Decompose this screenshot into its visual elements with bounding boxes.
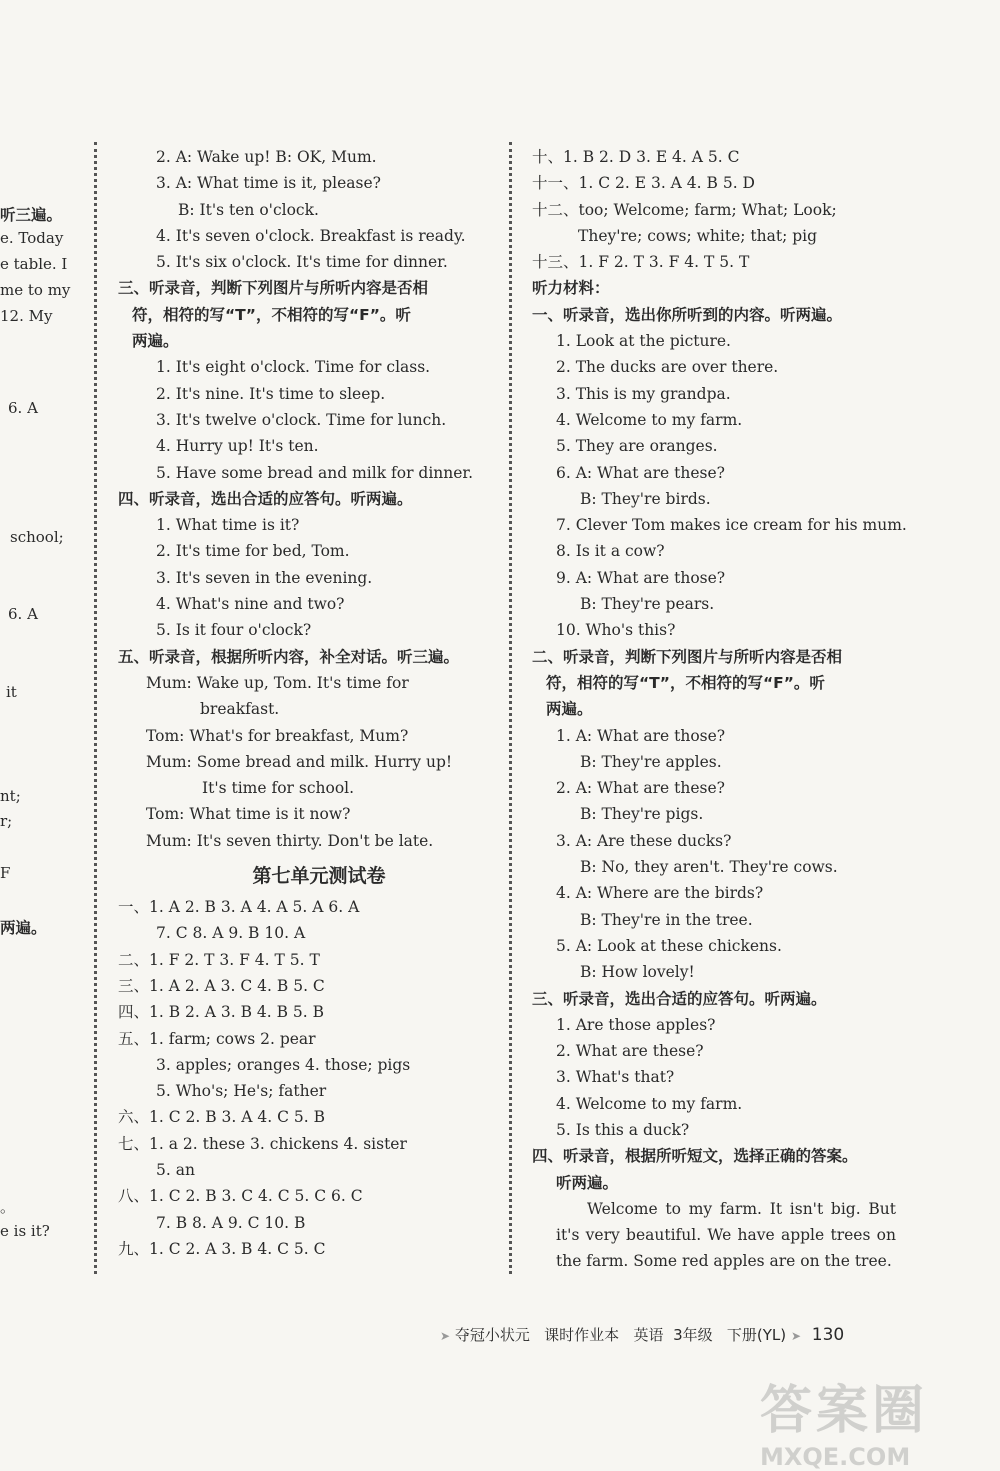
grade: 3年级 [673,1326,713,1344]
list-item: B: They're pears. [580,595,715,614]
answer-line: 七、1. a 2. these 3. chickens 4. sister [118,1134,407,1153]
brand-name: 夺冠小状元 [454,1326,530,1344]
middle-column [118,144,500,1262]
section-heading: 一、听录音，选出你所听到的内容。听两遍。 [532,305,843,324]
dialogue-line: 4. It's seven o'clock. Breakfast is ready. [156,226,466,245]
list-item: B: They're in the tree. [580,910,753,929]
list-item: B: No, they aren't. They're cows. [580,858,838,877]
list-item: 4. A: Where are the birds? [556,884,764,903]
answer-line: 九、1. C 2. A 3. B 4. C 5. C [118,1239,326,1258]
left-fragment: e table. I [0,255,68,273]
list-item: 1. A: What are those? [556,726,726,745]
column-divider [94,142,97,1274]
list-item: 3. It's seven in the evening. [156,568,373,587]
column-divider [509,142,512,1274]
list-item: 1. Look at the picture. [556,332,731,351]
list-item: 9. A: What are those? [556,568,726,587]
left-fragment: it [6,683,17,701]
list-item: 5. They are oranges. [556,437,718,456]
answer-line: 三、1. A 2. A 3. C 4. B 5. C [118,976,325,995]
book-title: 课时作业本 [544,1326,620,1344]
list-item: 3. It's twelve o'clock. Time for lunch. [156,410,447,429]
dialogue-line: 2. A: Wake up! B: OK, Mum. [156,148,377,166]
dialogue-line: Mum: Some bread and milk. Hurry up! [146,752,453,771]
watermark-logo-text: 答案圈 [760,1381,929,1441]
section-heading: 符，相符的写“T”，不相符的写“F”。听 [132,305,411,324]
chevron-right-icon: ➤ [440,1329,451,1343]
answer-line: 7. B 8. A 9. C 10. B [156,1213,306,1232]
list-item: 5. Have some bread and milk for dinner. [156,463,474,482]
section-heading: 听两遍。 [556,1173,619,1192]
left-fragment: 6. A [8,605,38,623]
left-fragment: nt; [0,787,21,805]
passage: Welcome to my farm. It isn't big. But it's very beautiful. We have apple trees on the farm. Some red apples are on the tree. [556,1199,896,1271]
list-item: B: They're birds. [580,489,711,508]
list-item: 3. This is my grandpa. [556,384,731,403]
list-item: B: They're apples. [580,752,722,771]
list-item: 4. What's nine and two? [156,595,345,614]
list-item: 2. A: What are these? [556,779,725,798]
answer-line: 5. Who's; He's; father [156,1082,327,1101]
unit-title: 第七单元测试卷 [252,865,386,888]
page-number: 130 [811,1325,845,1345]
right-column [532,144,907,1275]
dialogue-line: Mum: It's seven thirty. Don't be late. [146,831,434,850]
answer-line: 四、1. B 2. A 3. B 4. B 5. B [118,1003,325,1022]
list-item: B: They're pigs. [580,805,704,824]
left-fragment: 两遍。 [0,919,47,937]
list-item: 6. A: What are these? [556,463,725,482]
list-item: 2. What are these? [556,1042,704,1061]
list-item: 2. It's nine. It's time to sleep. [156,384,386,403]
answer-line: 二、1. F 2. T 3. F 4. T 5. T [118,950,320,969]
list-item: 4. Welcome to my farm. [556,410,743,429]
left-fragment: 6. A [8,399,38,417]
list-item: B: How lovely! [580,963,695,982]
list-item: 5. Is it four o'clock? [156,621,312,640]
watermark-url: MXQE.COM [760,1443,911,1471]
answer-line: 十三、1. F 2. T 3. F 4. T 5. T [532,253,750,272]
answer-line: 五、1. farm; cows 2. pear [118,1029,316,1048]
section-heading: 两遍。 [132,332,179,351]
answer-line: 十一、1. C 2. E 3. A 4. B 5. D [532,174,755,193]
answer-line: 八、1. C 2. B 3. C 4. C 5. C 6. C [118,1187,363,1206]
list-item: 4. Welcome to my farm. [556,1094,743,1113]
list-item: 10. Who's this? [556,621,676,640]
left-fragment: 听三遍。 [0,206,63,224]
dialogue-line: 5. It's six o'clock. It's time for dinner. [156,253,448,272]
dialogue-line: It's time for school. [202,779,355,798]
left-fragment: school; [10,528,64,546]
volume: 下册(YL) [726,1326,787,1344]
list-item: 2. The ducks are over there. [556,358,779,377]
list-item: 7. Clever Tom makes ice cream for his mum. [556,516,907,535]
section-heading: 两遍。 [546,700,593,719]
list-item: 2. It's time for bed, Tom. [156,542,350,561]
list-item: 1. Are those apples? [556,1015,716,1034]
page-footer [440,1324,844,1345]
dialogue-line: breakfast. [200,700,280,719]
left-fragment: 12. My [0,307,53,325]
left-fragment: me to my [0,281,71,299]
left-fragment: e is it? [0,1222,50,1240]
section-heading: 二、听录音，判断下列图片与所听内容是否相 [532,647,843,666]
dialogue-line: 3. A: What time is it, please? [156,174,381,193]
answer-line: 六、1. C 2. B 3. A 4. C 5. B [118,1108,325,1127]
section-heading: 五、听录音，根据所听内容，补全对话。听三遍。 [118,647,460,666]
dialogue-line: Tom: What time is it now? [146,805,351,824]
section-heading: 三、听录音，判断下列图片与所听内容是否相 [118,279,429,298]
dialogue-line: Mum: Wake up, Tom. It's time for [146,673,409,692]
dialogue-line: B: It's ten o'clock. [178,200,319,219]
left-fragment: F [0,864,11,882]
list-item: 1. It's eight o'clock. Time for class. [156,358,431,377]
answer-line: 7. C 8. A 9. B 10. A [156,924,306,943]
dialogue-line: Tom: What's for breakfast, Mum? [146,726,409,745]
list-item: 4. Hurry up! It's ten. [156,437,319,456]
list-item: 1. What time is it? [156,516,300,535]
watermark [760,1368,990,1471]
chevron-right-icon: ➤ [790,1329,801,1343]
list-item: 8. Is it a cow? [556,542,665,561]
section-heading: 四、听录音，选出合适的应答句。听两遍。 [118,489,413,508]
left-fragment: r; [0,812,13,830]
subject: 英语 [633,1326,664,1344]
materials-heading: 听力材料： [532,279,610,298]
answer-line: 十二、too; Welcome; farm; What; Look; [532,200,837,219]
list-item: 5. A: Look at these chickens. [556,936,782,955]
list-item: 3. What's that? [556,1068,675,1087]
answer-line: 5. an [156,1160,195,1179]
section-heading: 三、听录音，选出合适的应答句。听两遍。 [532,989,827,1008]
answer-line: 十、1. B 2. D 3. E 4. A 5. C [532,148,740,166]
section-heading: 符，相符的写“T”，不相符的写“F”。听 [546,673,825,692]
section-heading: 四、听录音，根据所听短文，选择正确的答案。 [532,1147,858,1166]
left-fragment: 。 [0,1198,16,1216]
answer-line: 3. apples; oranges 4. those; pigs [156,1055,411,1074]
left-fragment: e. Today [0,229,64,247]
answer-line: 一、1. A 2. B 3. A 4. A 5. A 6. A [118,898,360,917]
answer-line: They're; cows; white; that; pig [578,226,818,245]
list-item: 5. Is this a duck? [556,1120,690,1139]
list-item: 3. A: Are these ducks? [556,831,732,850]
